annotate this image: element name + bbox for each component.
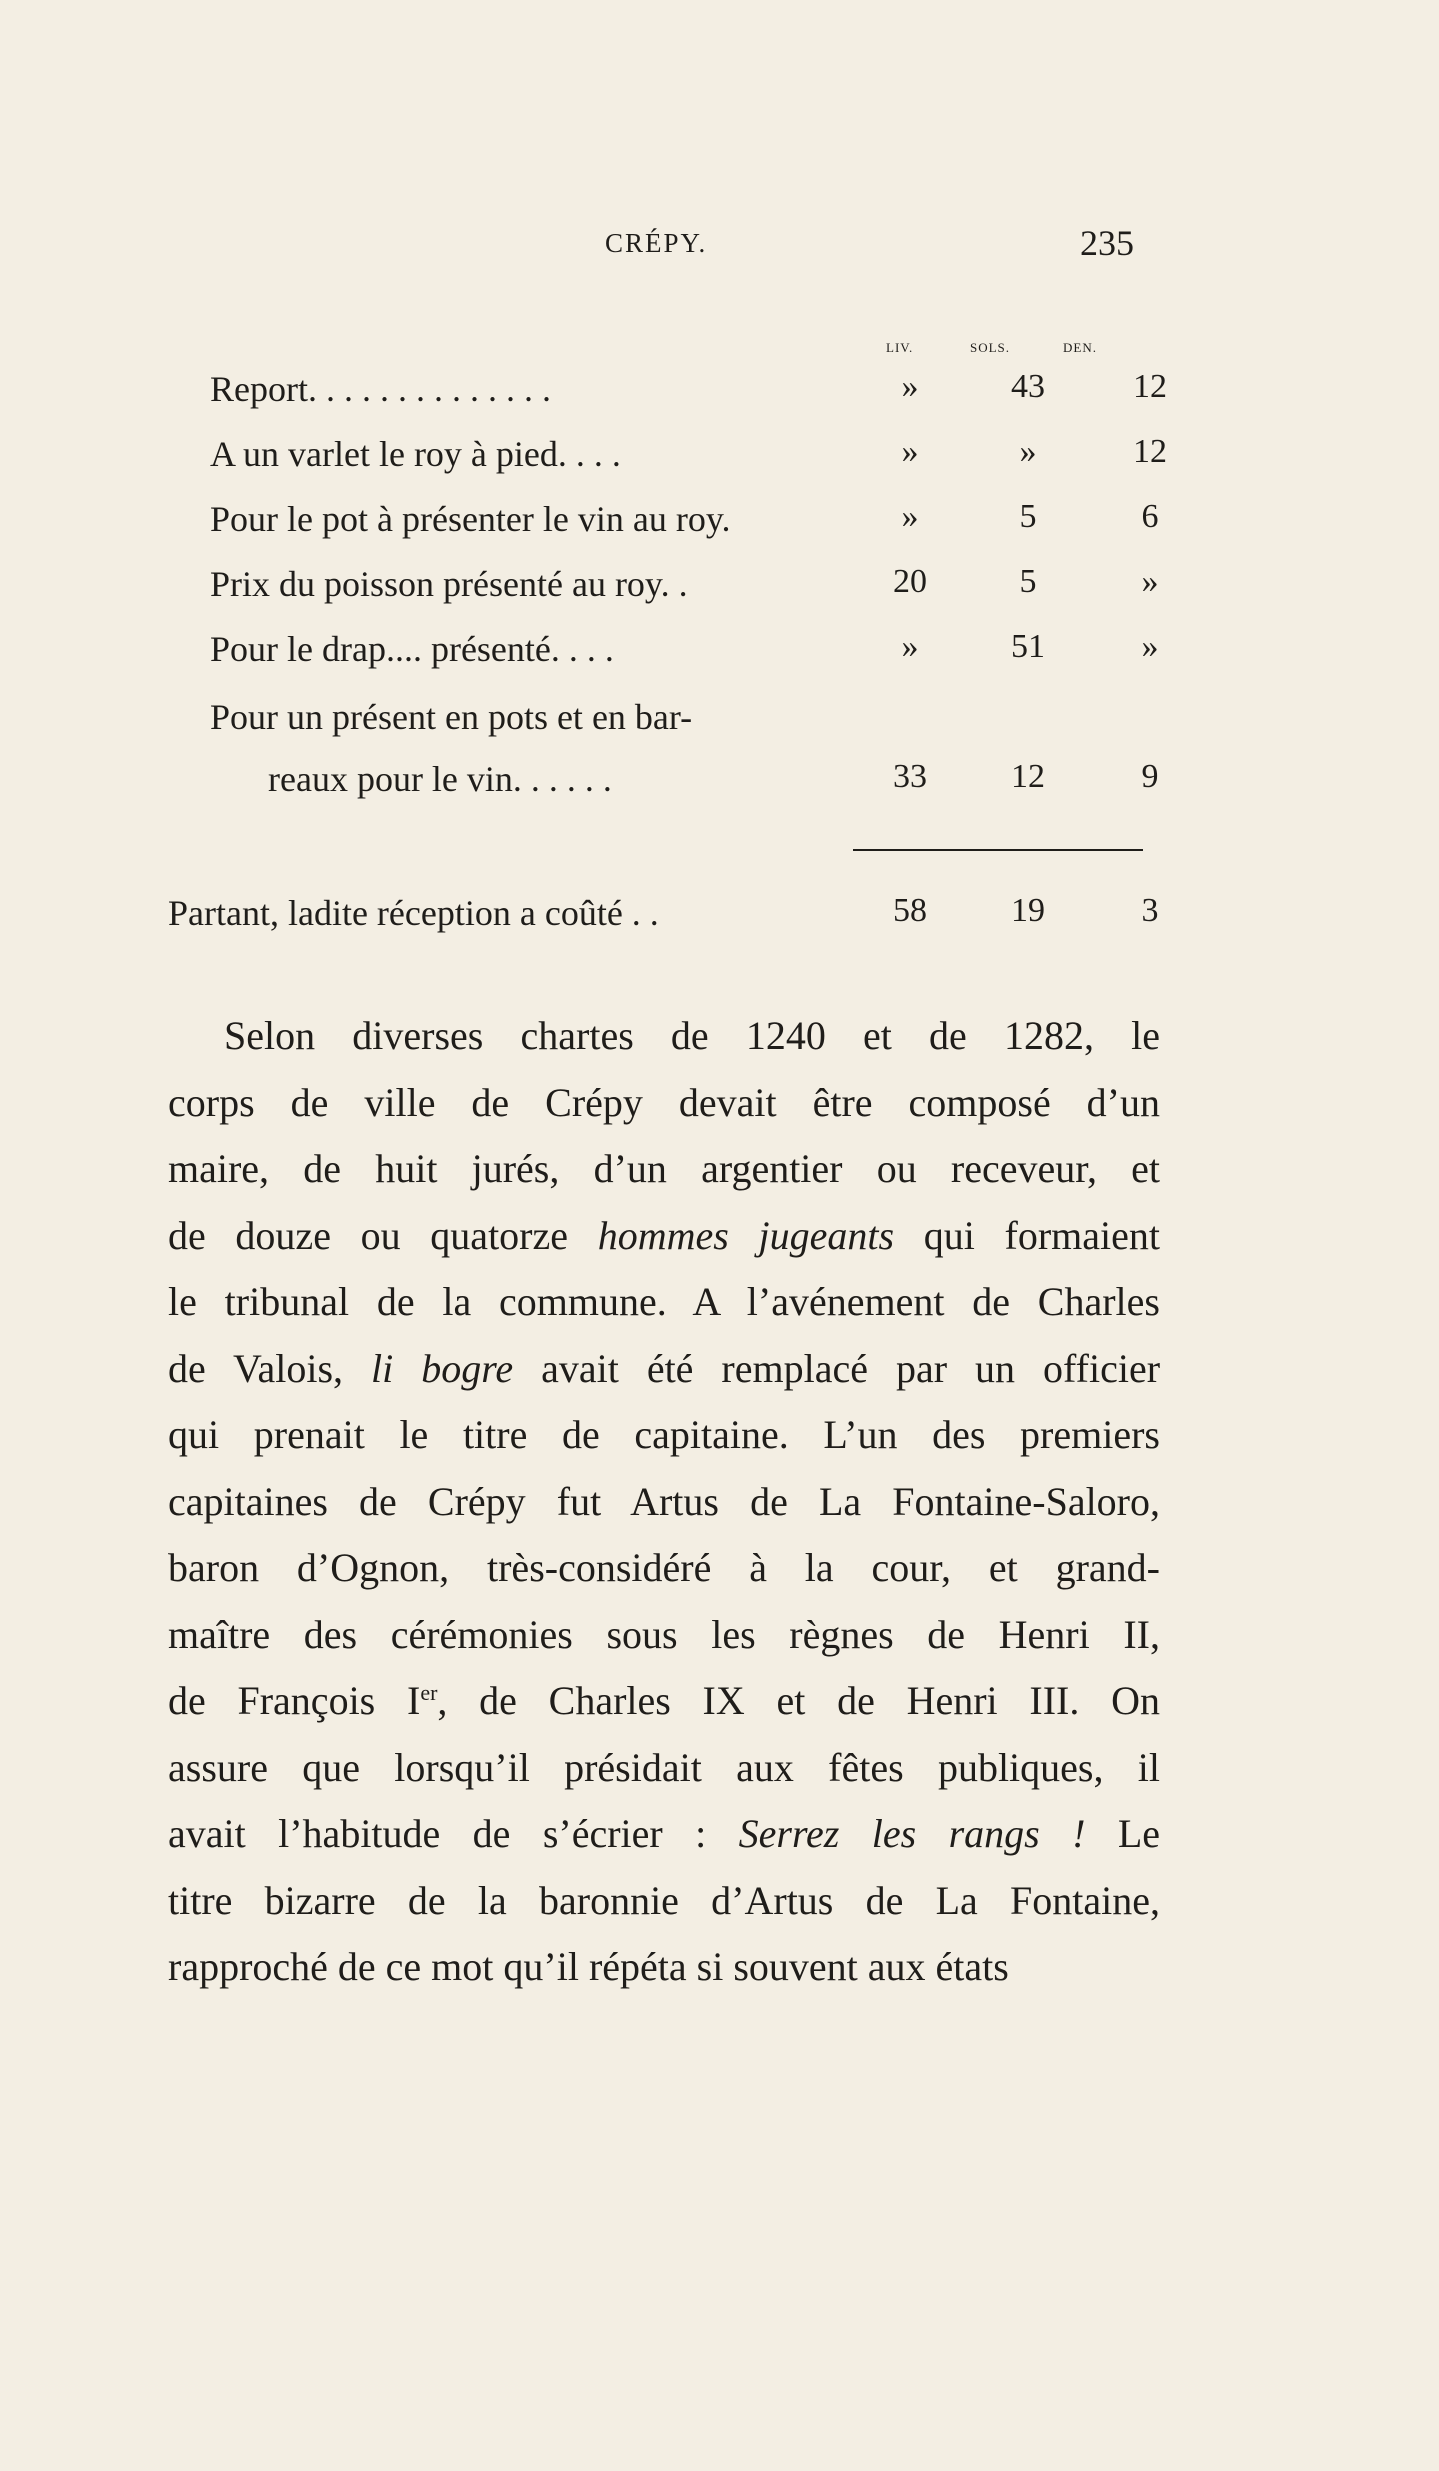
italic-text: hommes jugeants [597,1212,895,1258]
row-label: Pour le pot à présenter le vin au roy. [210,499,731,539]
text-run: avait l’habitude de s’écrier : [168,1811,739,1856]
text-run: de douze ou quatorze [168,1212,598,1258]
row-liv: » [901,433,919,470]
text-line: rapproché de ce mot qu’il répéta si souvent aux états [168,1944,1009,1989]
text-line: Selon diverses chartes de 1240 et de 1282, le [224,1013,1160,1058]
table-total-row [168,892,1159,952]
page-number: 235 [1080,223,1134,263]
italic-text: Serrez les rangs ! [738,1811,1086,1856]
row-label: Prix du poisson présenté au roy. . [210,564,688,604]
text-line: titre bizarre de la baronnie d’Artus de La Fontaine, [168,1877,1160,1923]
row-liv: » [901,628,919,665]
row-sols: » [1019,433,1037,470]
column-header-sols: SOLS. [970,340,1011,355]
total-label: Partant, ladite réception a coûté . . [168,893,659,933]
text-run: , de Charles IX et de Henri III. On [437,1678,1160,1723]
text-line: maître des cérémonies sous les règnes de Henri II, [168,1611,1160,1657]
text-run: Le [1085,1811,1161,1856]
italic-text: li bogre [371,1345,514,1391]
text-line: le tribunal de la commune. A l’avénement de Charles [168,1279,1160,1324]
text-line [168,1668,1160,1735]
column-header-den: DEN. [1063,340,1097,355]
table-row [210,368,1167,428]
text-line: corps de ville de Crépy devait être composé d’un [168,1079,1160,1125]
row-label: Pour un présent en pots et en bar- [210,697,693,737]
row-liv: 33 [893,758,927,795]
row-liv: 20 [893,563,927,600]
text-line: baron d’Ognon, très-considéré à la cour, et grand- [168,1545,1160,1590]
total-den: 3 [1141,892,1159,929]
row-label: Report. . . . . . . . . . . . . . [210,369,551,409]
total-sols: 19 [1011,892,1045,929]
row-sols: 43 [1011,368,1045,405]
row-den: » [1141,563,1159,600]
row-den: » [1141,628,1159,665]
row-label: Pour le drap.... présenté. . . . [210,629,614,669]
running-head: CRÉPY. [605,228,708,258]
row-sols: 5 [1019,498,1037,535]
row-liv: » [901,368,919,405]
table-row [210,498,1159,558]
text-line [168,1203,1160,1270]
row-den: 9 [1141,758,1159,795]
superscript: er [420,1680,438,1705]
text-line: maire, de huit jurés, d’un argentier ou receveur, et [168,1146,1160,1191]
text-line: capitaines de Crépy fut Artus de La Fontaine-Saloro, [168,1478,1160,1524]
text-run: avait été remplacé par un officier [513,1345,1161,1391]
row-den: 12 [1133,368,1167,405]
total-liv: 58 [893,892,927,929]
row-sols: 51 [1011,628,1045,665]
table-row [210,758,1159,818]
table-row [210,563,1159,623]
text-line [168,1336,1160,1403]
table-row [210,433,1167,493]
row-label: A un varlet le roy à pied. . . . [210,434,621,474]
row-sols: 12 [1011,758,1045,795]
row-liv: » [901,498,919,535]
text-line: assure que lorsqu’il présidait aux fêtes publiques, il [168,1744,1160,1790]
row-den: 12 [1133,433,1167,470]
text-run: de Valois, [168,1345,372,1391]
text-run: qui formaient [894,1212,1160,1258]
sum-rule [853,849,1143,851]
text-line: qui prenait le titre de capitaine. L’un des premiers [168,1412,1160,1457]
row-sols: 5 [1019,563,1037,600]
table-row [210,628,1159,688]
row-label: reaux pour le vin. . . . . . [268,759,612,799]
text-run: de François I [168,1678,421,1723]
table-row [210,696,1150,756]
body-paragraph [168,1003,1160,2001]
text-line [168,1801,1160,1868]
column-header-liv: LIV. [886,340,914,355]
row-den: 6 [1141,498,1159,535]
